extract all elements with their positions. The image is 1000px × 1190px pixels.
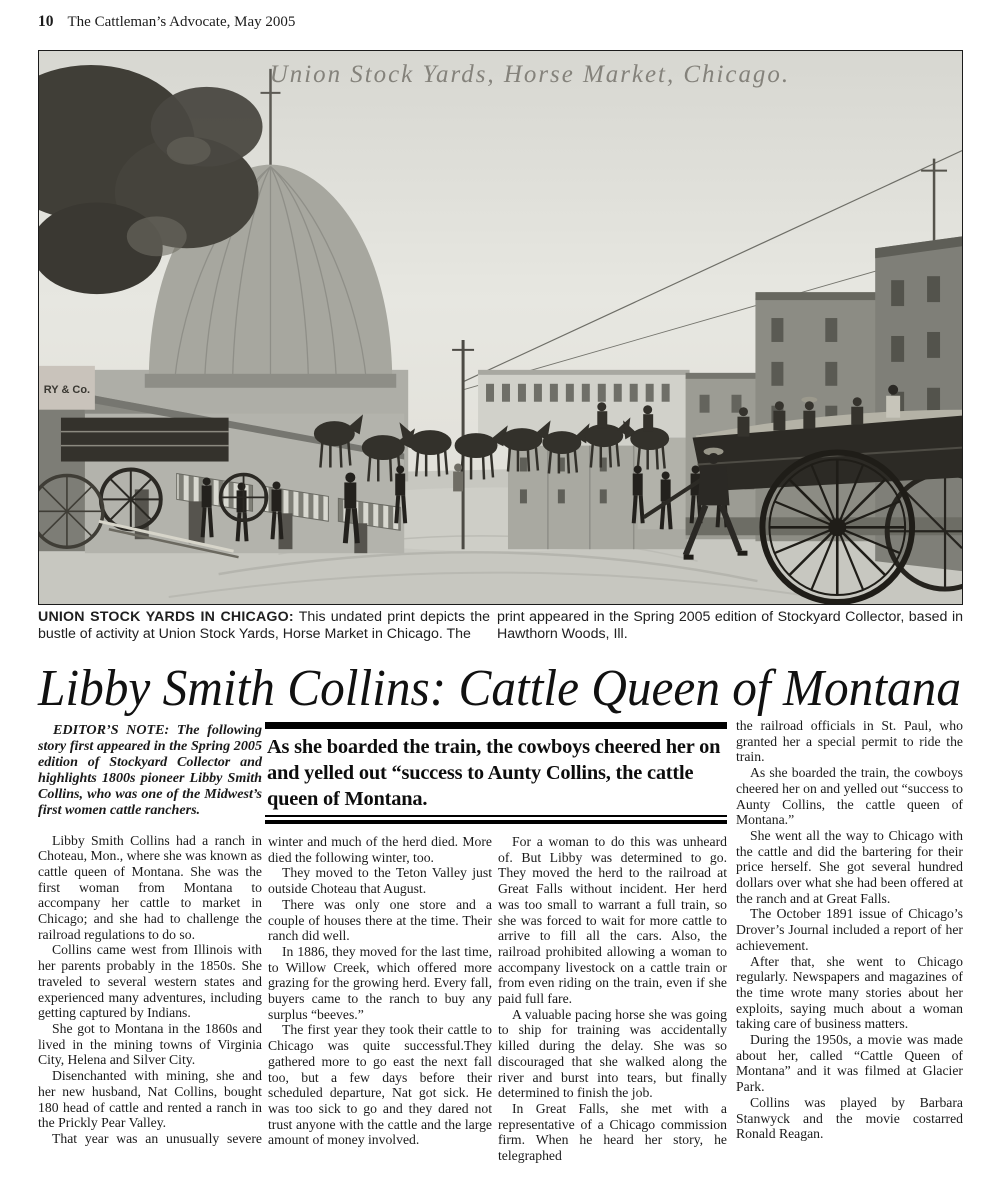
paragraph: In Great Falls, she met with a representative of a Chicago commission firm. When he heard her story, he telegraphed bbox=[498, 1100, 727, 1164]
photo-caption-right: print appeared in the Spring 2005 edition of Stockyard Collector, based in Hawthorn Woods, Ill. bbox=[497, 609, 963, 642]
paragraph: In 1886, they moved for the last time, to Willow Creek, which offered more grazing for the growing herd. Every fall, buyers came to the ranch to buy any surplus “beeves.” bbox=[268, 943, 492, 1022]
article-body bbox=[38, 718, 963, 1170]
paragraph: During the 1950s, a movie was made about her, called “Cattle Queen of Montana” and it was filmed at Glacier Park. bbox=[736, 1032, 963, 1095]
headline bbox=[37, 660, 963, 718]
paragraph: That year was an unusually severe bbox=[52, 1130, 262, 1146]
paragraph: For a woman to do this was unheard of. But Libby was determined to go. They moved the herd to the railroad at Great Falls without incident. Her herd was too small to warrant a full train, so she was forced to wait for more cattle to arrive to fill all the cars. Also, the railroad prohibited allowing a woman to accompany livestock on a cattle train or from even riding on the train, even if she paid full fare. bbox=[498, 834, 727, 1007]
pull-quote-thin-rule bbox=[265, 815, 727, 817]
column-3 bbox=[498, 834, 727, 1164]
paragraph: winter and much of the herd died. More died the following winter, too. bbox=[268, 834, 492, 865]
page-number: 10 bbox=[38, 13, 54, 30]
pull-quote bbox=[265, 722, 727, 824]
column-middle bbox=[265, 718, 727, 1164]
column-2 bbox=[268, 834, 492, 1148]
paragraph: Collins was played by Barbara Stanwyck and the movie costarred Ronald Reagan. bbox=[736, 1094, 963, 1142]
paragraph: the railroad officials in St. Paul, who granted her a special permit to ride the train. bbox=[736, 718, 963, 765]
caption-left-text: This undated print depicts the bustle of activity at Union Stock Yards, Horse Market in Chicago. The bbox=[38, 609, 490, 642]
paragraph: There was only one store and a couple of houses there at the time. Their ranch did well. bbox=[268, 896, 492, 944]
paragraph: As she boarded the train, the cowboys cheered her on and yelled out “success to Aunty Collins, the cattle queen of Montana.” bbox=[736, 765, 963, 828]
store-sign-text: RY & Co. bbox=[43, 383, 91, 396]
pull-quote-top-rule bbox=[265, 722, 727, 729]
photo-overlay-title: Union Stock Yards, Horse Market, Chicago. bbox=[269, 60, 791, 88]
column-1-text bbox=[38, 833, 262, 1147]
photo-illustration bbox=[39, 51, 962, 604]
paragraph: She got to Montana in the 1860s and lived in the mining towns of Virginia City, Helena and Silver City. bbox=[38, 1021, 262, 1068]
paragraph: A valuable pacing horse she was going to ship for training was accidentally killed during the delay. She was so discouraged that she walked along the river and burst into tears, but finally determined to finish the job. bbox=[498, 1006, 727, 1101]
paragraph: Collins came west from Illinois with her parents probably in the 1850s. She traveled to several western states and experienced many adventures, including getting captured by Indians. bbox=[38, 942, 262, 1021]
paragraph: She went all the way to Chicago with the cattle and did the bartering for their price herself. She got several hundred dollars over what she had been offered at the ranch and at Great Falls. bbox=[736, 827, 963, 906]
masthead bbox=[38, 13, 963, 31]
caption-lead: UNION STOCK YARDS IN CHICAGO: bbox=[38, 609, 294, 625]
paragraph: After that, she went to Chicago regularly. Newspapers and magazines of the time wrote many stories about her exploits, saying much about a woman taking care of business matters. bbox=[736, 953, 963, 1032]
paragraph: Libby Smith Collins had a ranch in Choteau, Mon., where she was known as cattle queen of Montana. She was the first woman from Montana to accompany her cattle to market in Chicago; and she had to challenge the railroad regulations to do so. bbox=[38, 832, 262, 942]
editors-note: EDITOR’S NOTE: The following story first appeared in the Spring 2005 edition of Stockyard Collector and highlights 1800s pioneer Libby Smith Collins, who was one of the Midwest’s first women cattle ranchers. bbox=[38, 722, 262, 819]
pull-quote-text: As she boarded the train, the cowboys cheered her on and yelled out “success to Aunty Collins, the cattle queen of Montana. bbox=[267, 736, 721, 810]
paragraph: Disenchanted with mining, she and her new husband, Nat Collins, bought 180 head of cattle and rented a ranch in the Prickly Pear Valley. bbox=[38, 1068, 262, 1131]
photo-union-stock-yards bbox=[38, 50, 963, 605]
paragraph: The October 1891 issue of Chicago’s Drover’s Journal included a report of her achievement. bbox=[736, 906, 963, 953]
paragraph: They moved to the Teton Valley just outside Choteau that August. bbox=[268, 865, 492, 897]
headline-text: Libby Smith Collins: Cattle Queen of Montana bbox=[37, 660, 962, 717]
column-1 bbox=[38, 718, 262, 1147]
paragraph: The first year they took their cattle to Chicago was quite successful.They gathered more to go east the next fall too, but a few days before their scheduled departure, Nat got sick. He was too sick to go and they dared not trust anyone with the cattle and the large amount of money involved. bbox=[268, 1022, 492, 1148]
pull-quote-thick-rule bbox=[265, 820, 727, 824]
photo-caption-left bbox=[38, 609, 490, 642]
publication-title: The Cattleman’s Advocate, May 2005 bbox=[67, 14, 296, 30]
column-4 bbox=[736, 718, 963, 1142]
